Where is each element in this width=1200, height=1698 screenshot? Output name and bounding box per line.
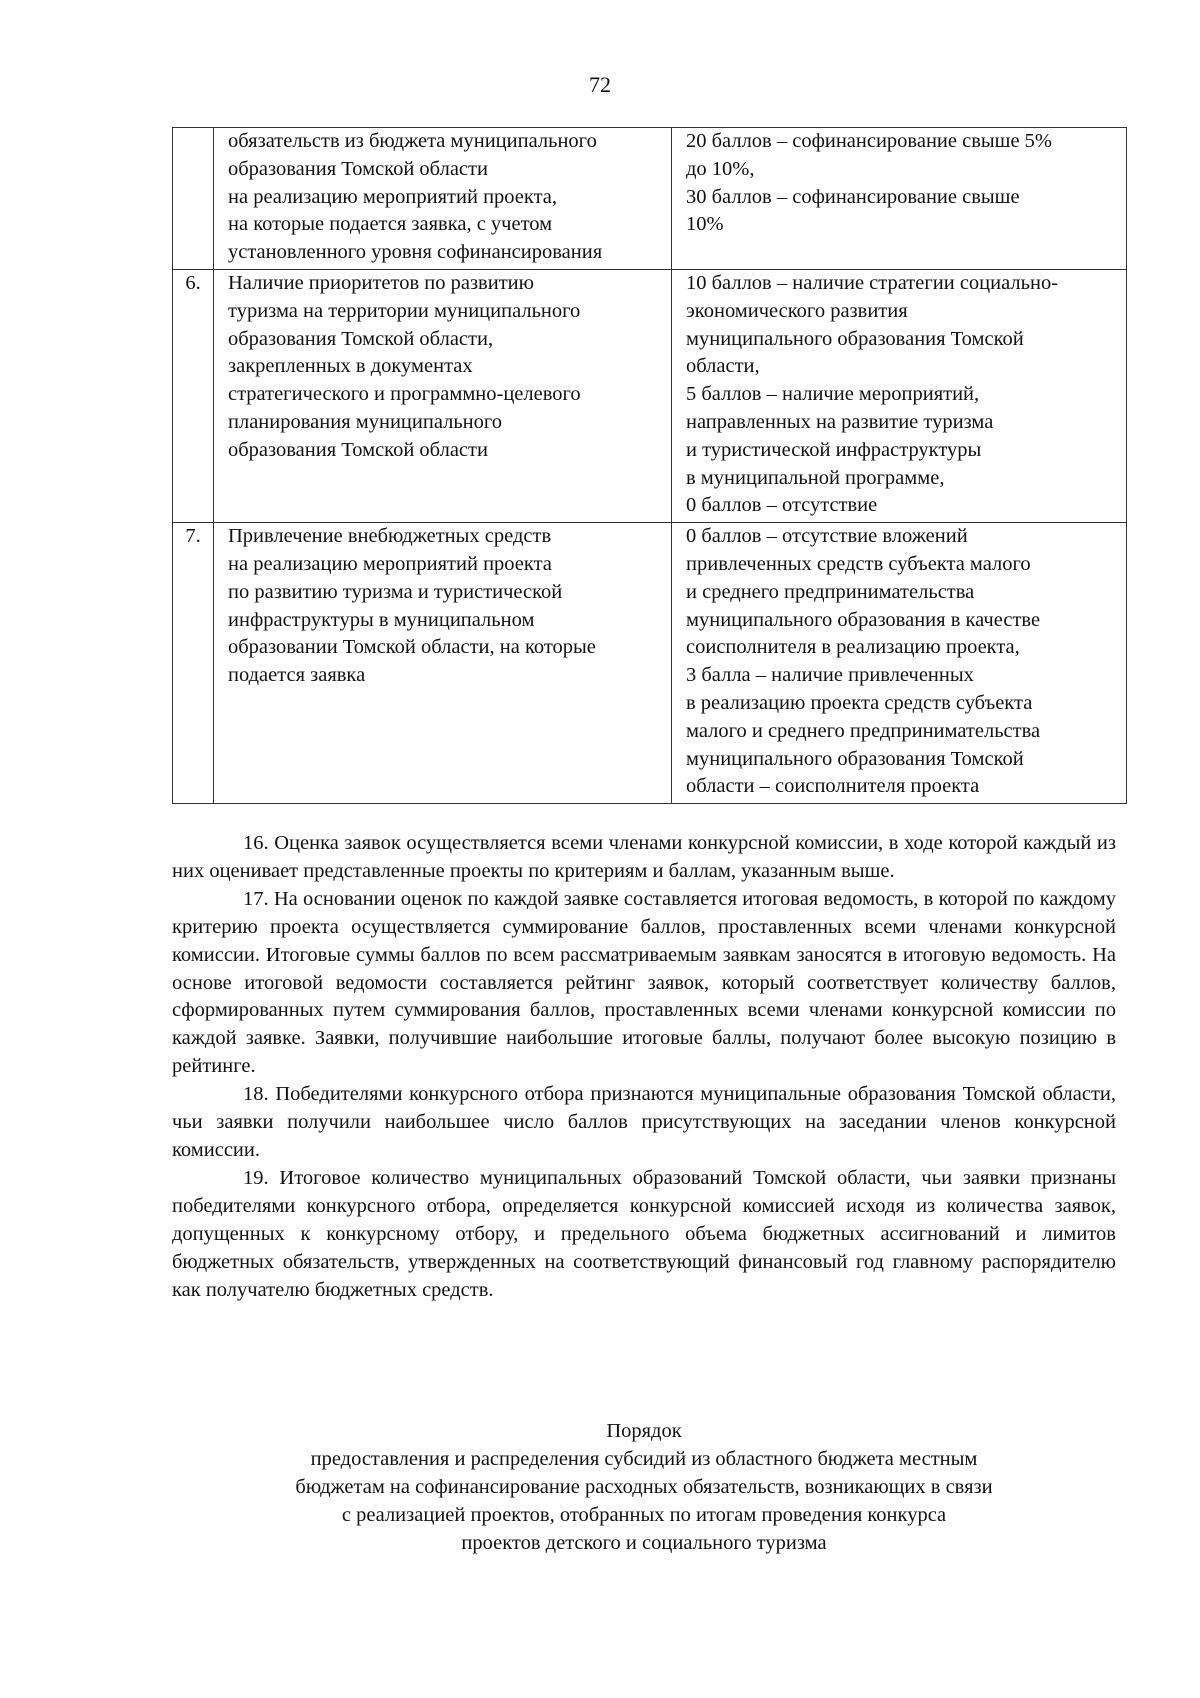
body-paragraph: 18. Победителями конкурсного отбора признаются муниципальные образования Томской области, чьи заявки получили наибольшее число баллов присутствующих на заседании членов конкурсной комиссии. <box>172 1083 1116 1161</box>
points-cell <box>672 269 1127 522</box>
criterion-line: закрепленных в документах <box>228 355 473 378</box>
criterion-line: на реализацию мероприятий проекта, <box>228 185 558 208</box>
criterion-line: подается заявка <box>228 664 366 687</box>
table-row <box>173 128 1127 270</box>
points-line: 5 баллов – наличие мероприятий, <box>686 383 980 406</box>
heading-line: проектов детского и социального туризма <box>461 1531 827 1554</box>
criterion-cell <box>214 269 672 522</box>
points-line: и среднего предпринимательства <box>686 580 975 603</box>
criterion-line: по развитию туризма и туристической <box>228 580 563 603</box>
points-line: 0 баллов – отсутствие <box>686 494 878 517</box>
table-row <box>173 269 1127 522</box>
points-line: 0 баллов – отсутствие вложений <box>686 525 968 548</box>
points-line: области – соисполнителя проекта <box>686 775 980 798</box>
criterion-line: инфраструктуры в муниципальном <box>228 608 535 631</box>
heading-line: предоставления и распределения субсидий из областного бюджета местным <box>310 1447 978 1470</box>
points-line: до 10%, <box>686 157 755 180</box>
points-line: 3 балла – наличие привлеченных <box>686 664 974 687</box>
section-heading <box>172 1418 1116 1558</box>
criterion-line: стратегического и программно-целевого <box>228 383 581 406</box>
points-line: 10 баллов – наличие стратегии социально- <box>686 271 1059 294</box>
criterion-line: на которые подается заявка, с учетом <box>228 213 553 236</box>
criterion-line: обязательств из бюджета муниципального <box>228 130 597 152</box>
criterion-line: туризма на территории муниципального <box>228 299 581 322</box>
criteria-table-body <box>173 128 1127 804</box>
body-paragraph: 16. Оценка заявок осуществляется всеми членами конкурсной комиссии, в ходе которой каждый из них оценивает представленные проекты по критериям и баллам, указанным выше. <box>172 832 1116 882</box>
points-line: в муниципальной программе, <box>686 466 945 489</box>
table-row <box>173 523 1127 804</box>
body-paragraphs <box>172 830 1116 1304</box>
row-number: 7. <box>173 523 214 804</box>
points-line: 20 баллов – софинансирование свыше 5% <box>686 130 1052 152</box>
criterion-line: образования Томской области <box>228 438 488 461</box>
criteria-table <box>172 127 1127 804</box>
row-number: 6. <box>173 269 214 522</box>
criterion-cell <box>214 523 672 804</box>
criterion-line: образования Томской области, <box>228 327 494 350</box>
criterion-line: планирования муниципального <box>228 410 503 433</box>
points-line: 10% <box>686 213 724 236</box>
points-line: соисполнителя в реализацию проекта, <box>686 636 1020 659</box>
criterion-line: на реализацию мероприятий проекта <box>228 552 552 575</box>
criterion-line: Привлечение внебюджетных средств <box>228 525 552 548</box>
criterion-line: образовании Томской области, на которые <box>228 636 596 659</box>
row-number <box>173 128 214 270</box>
criterion-cell <box>214 128 672 270</box>
points-line: и туристической инфраструктуры <box>686 438 982 461</box>
points-line: 30 баллов – софинансирование свыше <box>686 185 1020 208</box>
points-line: в реализацию проекта средств субъекта <box>686 691 1033 714</box>
points-line: направленных на развитие туризма <box>686 410 994 433</box>
points-cell <box>672 523 1127 804</box>
points-line: области, <box>686 355 760 378</box>
points-line: привлеченных средств субъекта малого <box>686 552 1031 575</box>
points-line: муниципального образования в качестве <box>686 608 1041 631</box>
page-number: 72 <box>589 72 611 97</box>
criterion-line: установленного уровня софинансирования <box>228 241 603 264</box>
criterion-line: образования Томской области <box>228 157 488 180</box>
points-line: экономического развития <box>686 299 908 322</box>
criterion-line: Наличие приоритетов по развитию <box>228 271 534 294</box>
heading-line: бюджетам на софинансирование расходных обязательств, возникающих в связи <box>295 1475 993 1498</box>
points-line: муниципального образования Томской <box>686 327 1024 350</box>
body-paragraph: 19. Итоговое количество муниципальных образований Томской области, чьи заявки признаны победителями конкурсного отбора, определяется конкурсной комиссией исходя из количества заявок, допущенных к конкурсному отбору, и предельного объема бюджетных ассигнований и лимитов бюджетных обязательств, утвержденных на соответствующий финансовый год главному распорядителю как получателю бюджетных средств. <box>172 1166 1116 1301</box>
points-cell <box>672 128 1127 270</box>
points-line: малого и среднего предпринимательства <box>686 719 1041 742</box>
body-paragraph: 17. На основании оценок по каждой заявке составляется итоговая ведомость, в которой по каждому критерию проекта осуществляется суммирование баллов, проставленных всеми членами конкурсной комиссии. Итоговые суммы баллов по всем рассматриваемым заявкам заносятся в итоговую ведомость. На основе итоговой ведомости составляется рейтинг заявок, который соответствует количеству баллов, сформированных путем суммирования баллов, проставленных всеми членами конкурсной комиссии по каждой заявке. Заявки, получившие наибольшие итоговые баллы, получают более высокую позицию в рейтинге. <box>172 887 1116 1078</box>
heading-line: с реализацией проектов, отобранных по итогам проведения конкурса <box>341 1503 947 1526</box>
heading-subtitle <box>172 1446 1116 1558</box>
heading-title: Порядок <box>606 1420 682 1442</box>
points-line: муниципального образования Томской <box>686 747 1024 770</box>
